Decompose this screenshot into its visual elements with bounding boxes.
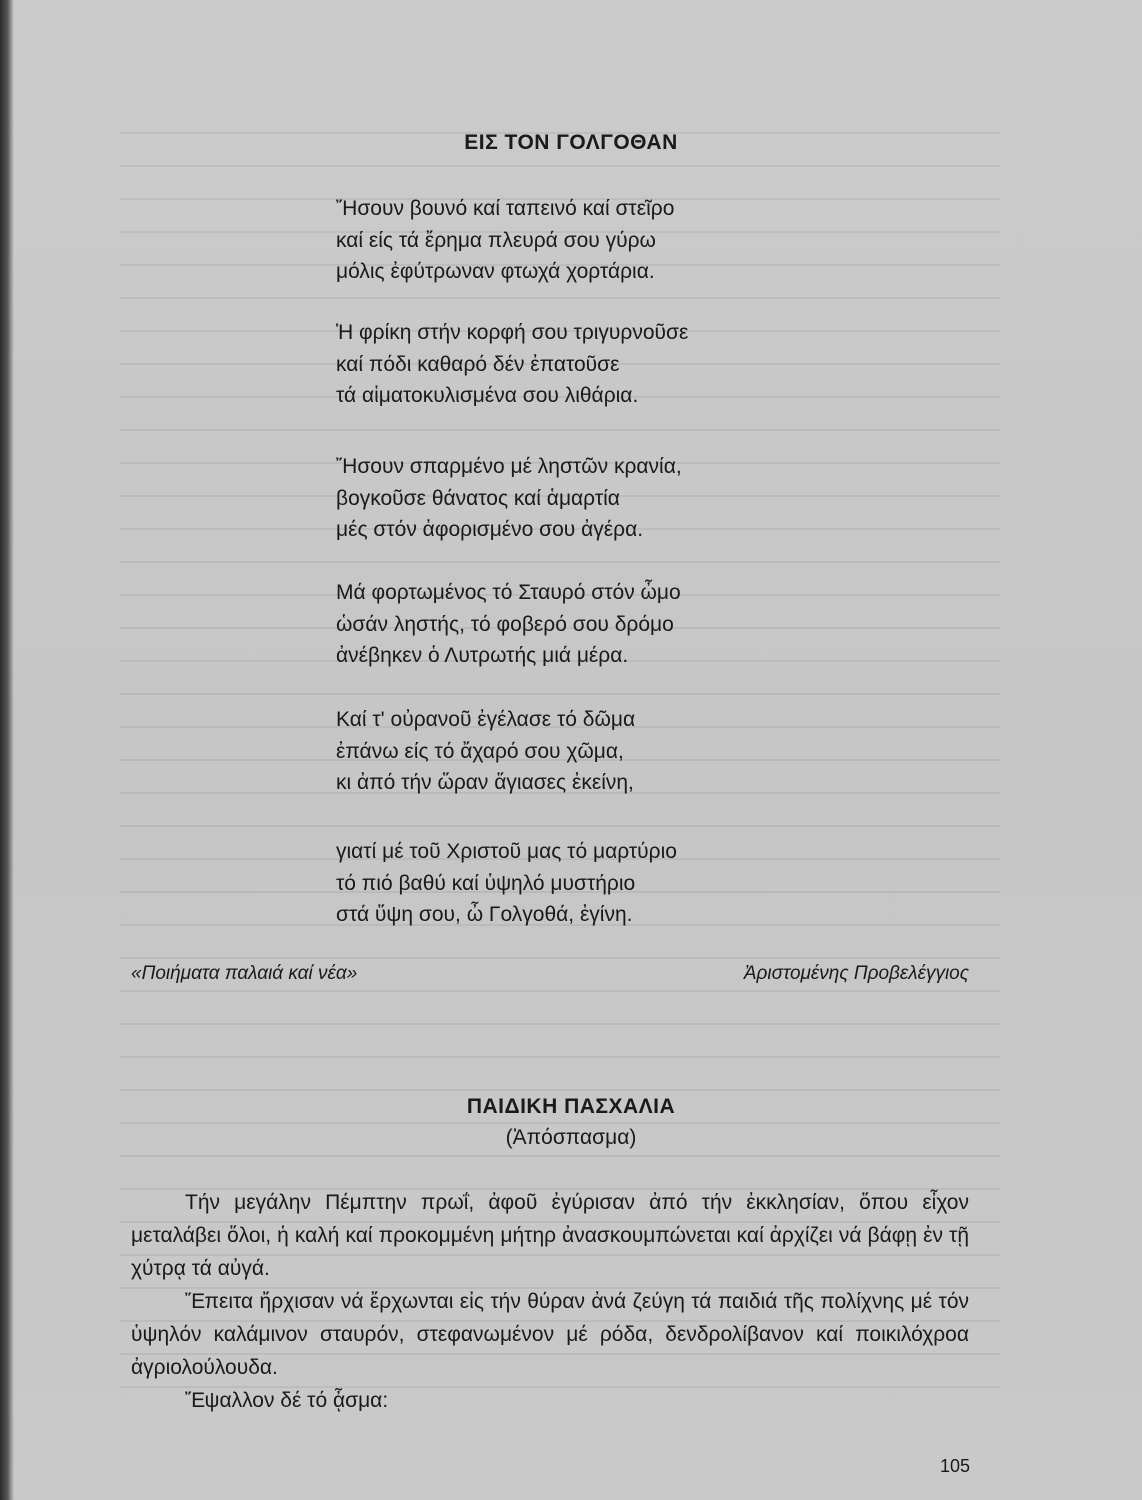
poem-line: μές στόν ἀφορισμένο σου ἀγέρα. bbox=[336, 518, 644, 541]
poem-line: ἐπάνω είς τό ἄχαρό σου χῶμα, bbox=[336, 739, 624, 763]
poem-stanza bbox=[336, 836, 677, 931]
poem-stanza bbox=[336, 577, 681, 672]
poem-line: Ἤσουν σπαρμένο μέ ληστῶν κρανία, bbox=[336, 455, 682, 478]
poem-author: Ἀριστομένης Προβελέγγιος bbox=[743, 963, 969, 984]
poem-stanza bbox=[336, 193, 674, 288]
poem-line: Καί τ' οὐρανοῦ ἐγέλασε τό δῶμα bbox=[336, 708, 636, 731]
poem-line: ὡσάν ληστής, τό φοβερό σου δρόμο bbox=[336, 612, 674, 636]
prose-subtitle: (Ἀπόσπασμα) bbox=[505, 1126, 637, 1149]
poem-source-book: «Ποιήματα παλαιά καί νέα» bbox=[131, 963, 358, 984]
poem-line: γιατί μέ τοῦ Χριστοῦ μας τό μαρτύριο bbox=[336, 840, 677, 863]
poem-line: Ἤσουν βουνό καί ταπεινό καί στεῖρο bbox=[336, 197, 675, 220]
prose-paragraph: Ἔψαλλον δέ τό ᾆσμα: bbox=[185, 1389, 389, 1412]
poem-title: ΕΙΣ ΤΟΝ ΓΟΛΓΟΘΑΝ bbox=[464, 131, 678, 154]
poem-line: κι ἀπό τήν ὥραν ἅγιασες ἐκείνη, bbox=[336, 771, 634, 794]
binding-shadow bbox=[0, 0, 14, 1500]
poem-line: βογκοῦσε θάνατος καί ἁμαρτία bbox=[336, 486, 620, 510]
prose-body bbox=[131, 1186, 969, 1417]
poem-line: καί πόδι καθαρό δέν ἐπατοῦσε bbox=[336, 352, 620, 376]
poem-stanza bbox=[336, 451, 682, 546]
poem-stanza bbox=[336, 317, 688, 412]
poem-line: μόλις ἐφύτρωναν φτωχά χορτάρια. bbox=[336, 260, 655, 283]
poem-line: τό πιό βαθύ καί ὑψηλό μυστήριο bbox=[336, 871, 636, 895]
poem-stanza bbox=[336, 704, 635, 799]
poem-line: στά ὕψη σου, ὦ Γολγοθά, ἐγίνη. bbox=[336, 903, 633, 926]
page-number: 105 bbox=[939, 1456, 970, 1476]
poem-line: τά αἱματοκυλισμένα σου λιθάρια. bbox=[336, 384, 639, 407]
prose-title: ΠΑΙΔΙΚΗ ΠΑΣΧΑΛΙΑ bbox=[466, 1095, 676, 1118]
prose-paragraph: Ἔπειτα ἤρχισαν νά ἔρχωνται εἰς τήν θύραν ἀνά ζεύγη τά παιδιά τῆς πολίχνης μέ τόν ὑψηλόν καλάμινον σταυρόν, στεφανωμένον μέ ρόδα, δενδρολίβανον καί ποικιλόχροα ἀγριολούλουδα. bbox=[131, 1290, 969, 1379]
poem-line: καί είς τά ἔρημα πλευρά σου γύρω bbox=[336, 228, 656, 252]
poem-line: Μά φορτωμένος τό Σταυρό στόν ὦμο bbox=[336, 581, 681, 604]
poem-line: Ἡ φρίκη στήν κορφή σου τριγυρνοῦσε bbox=[336, 321, 689, 344]
poem-line: ἀνέβηκεν ὁ Λυτρωτής μιά μέρα. bbox=[336, 644, 629, 667]
prose-paragraph: Τήν μεγάλην Πέμπτην πρωΐ, ἀφοῦ ἐγύρισαν ἀπό τήν ἐκκλησίαν, ὅπου εἶχον μεταλάβει ὅλοι, ἡ καλή καί προκομμένη μήτηρ ἀνασκουμπώνεται καί ἀρχίζει νά βάφῃ ἐν τῇ χύτρᾳ τά αὐγά. bbox=[131, 1191, 969, 1280]
